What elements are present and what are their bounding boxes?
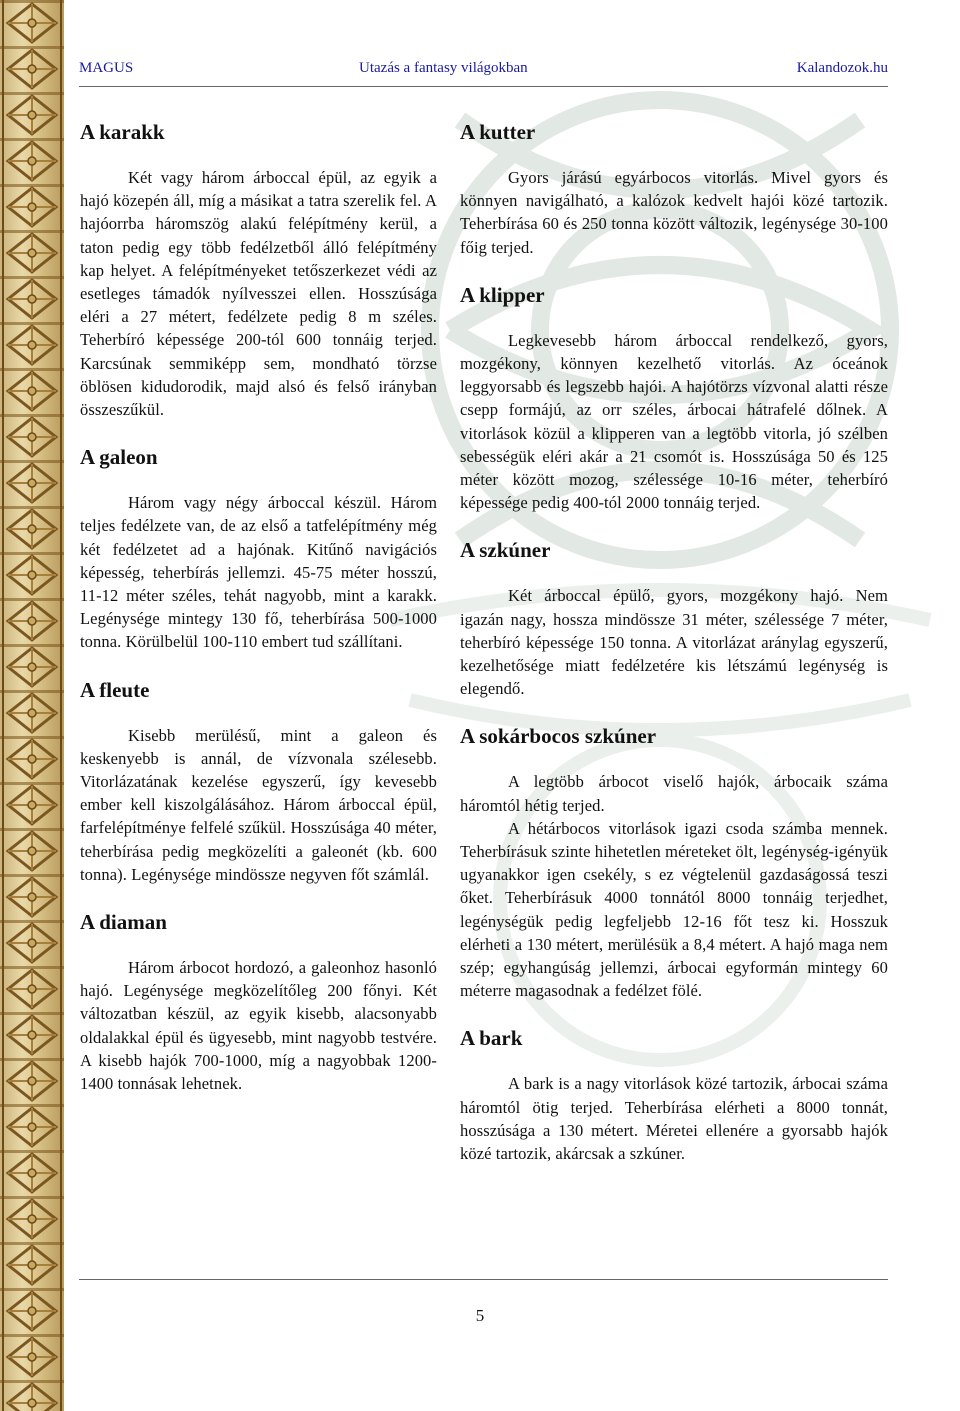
section-title-sokarbocos-szkuner: A sokárbocos szkúner [460,724,657,749]
page-number: 5 [475,1306,485,1325]
section-text-galeon: Három vagy négy árboccal készül. Három teljes fedélzete van, de az első a tatfelépítmény még két fedélzetet ad a hajónak. Kitűnő navigációs képesség, teherbírás jellemzi. 45-75 méter hosszú, 11-12 méter széles, tehát nagyobb, mint a karakk. Legénysége mintegy 130 fő, teherbírása 500-1000 tonna. Körülbelül 100-110 embert tud szállítani. [80,493,437,652]
left-column [80,118,437,1095]
section-title-szkuner: A szkúner [460,538,551,563]
section-title-bark: A bark [460,1026,523,1051]
section-title-kutter: A kutter [460,120,536,144]
section-title-fleute: A fleute [80,677,150,702]
header-divider [79,86,888,87]
header-right-text: Kalandozok.hu [796,60,888,76]
right-column [460,118,888,1165]
decorative-left-border [0,0,64,1411]
section-text-karakk: Két vagy három árboccal épül, az egyik a hajó közepén áll, míg a másikat a tatra szerelik fel. A hajóorrba háromszög alakú felépítmény kerül, a taton pedig egy több fedélzetből álló felépítmény kap helyet. A felépítményeket tetőszerkezet védi az esetleges támadók nyílvesszei ellen. Hosszúsága eléri a 27 métert, fedélzete pedig 8 m széles. Teherbíró képessége 200-tól 600 tonnáig terjed. Karcsúnak semmiképp sem, mondható törzse öblösen kidudorodik, majd alsó és felső irányban összeszűkül. [80,168,437,420]
section-text-klipper: Legkevesebb három árboccal rendelkező, gyors, mozgékony, könnyen kezelhető vitorlás. Az óceánok leggyorsabb és legszebb hajói. A hajótörzs vízvonal alatti része csepp formájú, az orr széles, árbocai hátrafelé dőlnek. A vitorlások közül a klipperen van a legtöbb vitorla, jó szélben sebességük eléri akár a 21 csomót is. Hosszúsága 50 és 125 méter között mozog, szélessége 10-16 méter, teherbíró képessége pedig 400-tól 2000 tonnáig terjed. [460,330,888,513]
page-header [79,60,888,82]
celtic-knot-pattern [0,0,64,1411]
section-text-kutter: Gyors járású egyárbocos vitorlás. Mivel gyors és könnyen navigálható, a kalózok kedvelt hajói közé tartozik. Teherbírása 60 és 250 tonna között változik, legénysége 30-100 főig terjed. [460,168,888,257]
header-center-text: Utazás a fantasy világokban [359,60,528,76]
section-text-sokarbocos-szkuner-2: A hétárbocos vitorlások igazi csoda számba mennek. Teherbírásuk szinte hihetetlen méreteket ölt, legénység-igényük ugyanakkor igen csekély, s ez végtelenül gazdaságossá teszi őket. Teherbírásuk 4000 tonnától 8000 tonnáig terjedhet, legénységük pedig legfeljebb 12-16 főt tesz ki. Hosszuk elérheti a 130 métert, merülésük a 8,4 métert. A hajó maga nem szép; egyhangúság jellemzi, árbocai egyformán mintegy 60 méterre magasodnak a fedélzet fölé. [460,818,888,1001]
section-text-bark: A bark is a nagy vitorlások közé tartozik, árbocai száma háromtól ötig terjed. Teherbírása elérheti a 8000 tonnát, hosszúsága a 130 métert. Méretei ellenére a gyorsabb hajók közé tartozik, akárcsak a szkúner. [460,1074,888,1164]
section-title-karakk: A karakk [80,120,165,144]
section-text-fleute: Kisebb merülésű, mint a galeon és keskenyebb is annál, de vízvonala szélesebb. Vitorlázatának kezelése egyszerű, így kevesebb ember kell kiszolgálásához. Három árboccal épül, farfelépítménye felfelé szűkül. Hosszúsága 40 méter, teherbírása pedig megközelíti a galeonét (kb. 600 tonna). Legénysége mindössze negyven főt számlál. [80,725,437,884]
section-title-klipper: A klipper [460,282,545,307]
section-text-szkuner: Két árboccal épülő, gyors, mozgékony hajó. Nem igazán nagy, hossza mindössze 31 méter, szélessége 7 méter, teherbíró képessége 150 tonna. A vitorlázat aránylag egyszerű, kezelhetősége miatt fedélzetére kis létszámú legénység is elegendő. [460,586,888,699]
section-title-galeon: A galeon [80,445,158,470]
section-text-sokarbocos-szkuner-1: A legtöbb árbocot viselő hajók, árbocaik száma háromtól hétig terjed. [460,772,888,815]
section-title-diaman: A diaman [80,910,167,935]
footer-divider [79,1279,888,1280]
section-text-diaman: Három árbocot hordozó, a galeonhoz hasonló hajó. Legénysége megközelítőleg 200 főnyi. Két változatban készül, az egyik kisebb, alacsonyabb oldalakkal épül és ügyesebb, mint nagyobb testvére. A kisebb hajók 700-1000, míg a nagyobbak 1200-1400 tonnásak lehetnek. [80,958,437,1094]
header-left-text: MAGUS [79,60,134,76]
